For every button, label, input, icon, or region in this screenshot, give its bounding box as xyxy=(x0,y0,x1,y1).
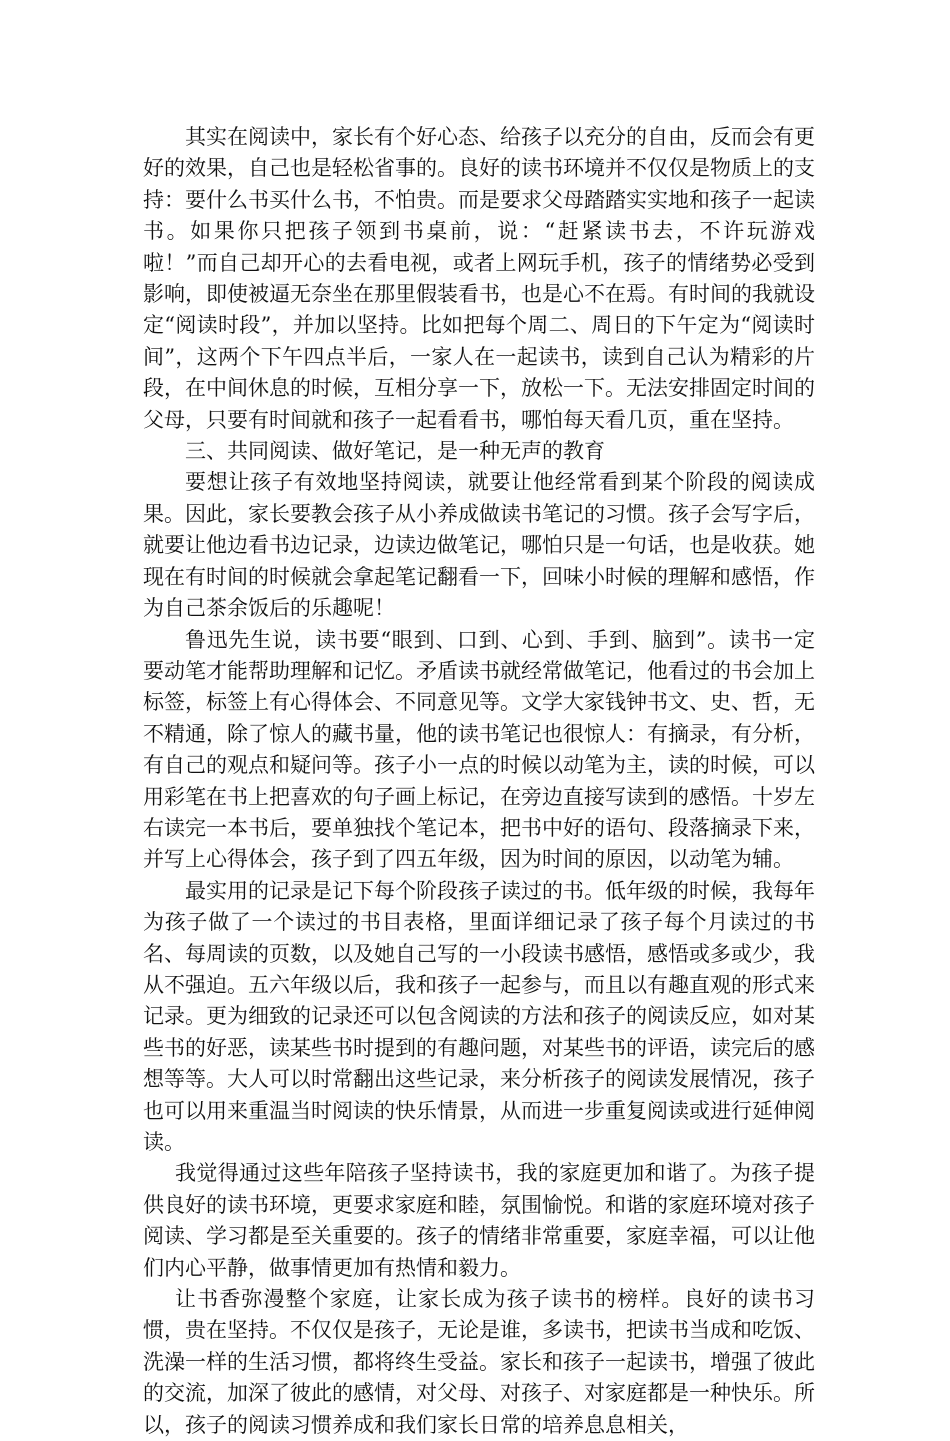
paragraph-5: 我觉得通过这些年陪孩子坚持读书，我的家庭更加和谐了。为孩子提供良好的读书环境，更要求家庭和睦，氛围愉悦。和谐的家庭环境对孩子阅读、学习都是至关重要的。孩子的情绪非常重要，家庭幸福，可以让他们内心平静，做事情更加有热情和毅力。 xyxy=(143,1161,815,1280)
paragraph-4: 最实用的记录是记下每个阶段孩子读过的书。低年级的时候，我每年为孩子做了一个读过的书目表格，里面详细记录了孩子每个月读过的书名、每周读的页数，以及她自己写的一小段读书感悟，感悟或多或少，我从不强迫。五六年级以后，我和孩子一起参与，而且以有趣直观的形式来记录。更为细致的记录还可以包含阅读的方法和孩子的阅读反应，如对某些书的好恶，读某些书时提到的有趣问题，对某些书的评语，读完后的感想等等。大人可以时常翻出这些记录，来分析孩子的阅读发展情况，孩子也可以用来重温当时阅读的快乐情景，从而进一步重复阅读或进行延伸阅读。 xyxy=(143,878,815,1154)
section-heading: 三、共同阅读、做好笔记，是一种无声的教育 xyxy=(185,439,605,464)
paragraph-2: 要想让孩子有效地坚持阅读，就要让他经常看到某个阶段的阅读成果。因此，家长要教会孩子从小养成做读书笔记的习惯。孩子会写字后，就要让他边看书边记录，边读边做笔记，哪怕只是一句话，也是收获。她现在有时间的时候就会拿起笔记翻看一下，回味小时候的理解和感悟，作为自己茶余饭后的乐趣呢！ xyxy=(143,470,815,621)
paragraph-1: 其实在阅读中，家长有个好心态、给孩子以充分的自由，反而会有更好的效果，自己也是轻松省事的。良好的读书环境并不仅仅是物质上的支持：要什么书买什么书，不怕贵。而是要求父母踏踏实实地和孩子一起读书。如果你只把孩子领到书桌前，说：“赶紧读书去，不许玩游戏啦！”而自己却开心的去看电视，或者上网玩手机，孩子的情绪势必受到影响，即使被逼无奈坐在那里假装看书，也是心不在焉。有时间的我就设定“阅读时段”，并加以坚持。比如把每个周二、周日的下午定为“阅读时间”，这两个下午四点半后，一家人在一起读书，读到自己认为精彩的片段，在中间休息的时候，互相分享一下，放松一下。无法安排固定时间的父母，只要有时间就和孩子一起看看书，哪怕每天看几页，重在坚持。 xyxy=(143,125,815,432)
paragraph-6: 让书香弥漫整个家庭，让家长成为孩子读书的榜样。良好的读书习惯，贵在坚持。不仅仅是孩子，无论是谁，多读书，把读书当成和吃饭、洗澡一样的生活习惯，都将终生受益。家长和孩子一起读书，增强了彼此的交流，加深了彼此的感情，对父母、对孩子、对家庭都是一种快乐。所以，孩子的阅读习惯养成和我们家长日常的培养息息相关， xyxy=(143,1287,815,1437)
paragraph-3: 鲁迅先生说，读书要“眼到、口到、心到、手到、脑到”。读书一定要动笔才能帮助理解和记忆。矛盾读书就经常做笔记，他看过的书会加上标签，标签上有心得体会、不同意见等。文学大家钱钟书文、史、哲，无不精通，除了惊人的藏书量，他的读书笔记也很惊人：有摘录，有分析，有自己的观点和疑问等。孩子小一点的时候以动笔为主，读的时候，可以用彩笔在书上把喜欢的句子画上标记，在旁边直接写读到的感悟。十岁左右读完一本书后，要单独找个笔记本，把书中好的语句、段落摘录下来，并写上心得体会，孩子到了四五年级，因为时间的原因，以动笔为辅。 xyxy=(143,627,815,872)
document-body xyxy=(143,122,815,1441)
